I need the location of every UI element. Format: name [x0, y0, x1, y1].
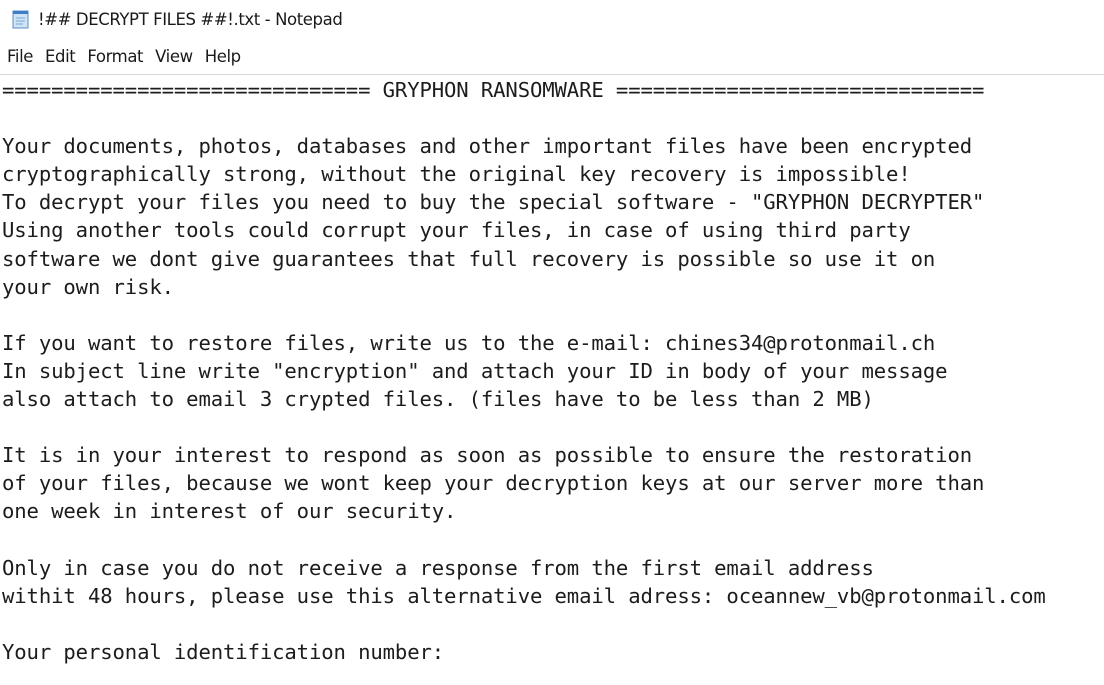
- document-line: It is in your interest to respond as soon as possible to ensure the restoration: [2, 443, 973, 468]
- text-editor-area[interactable]: [0, 74, 1104, 685]
- document-line: Your documents, photos, databases and other important files have been encrypted: [2, 134, 973, 159]
- document-line: of your files, because we wont keep your decryption keys at our server more than: [2, 471, 985, 496]
- document-line: Your personal identification number:: [2, 639, 445, 664]
- menu-format[interactable]: Format: [87, 46, 144, 66]
- window-title: !## DECRYPT FILES ##!.txt - Notepad: [38, 9, 343, 29]
- menu-bar: [0, 38, 1104, 74]
- document-line: your own risk.: [2, 274, 174, 299]
- document-line: cryptographically strong, without the original key recovery is impossible!: [2, 162, 911, 187]
- menu-view[interactable]: View: [155, 46, 193, 66]
- menu-edit[interactable]: Edit: [45, 46, 76, 66]
- document-line: one week in interest of our security.: [2, 499, 457, 524]
- document-text[interactable]: [0, 75, 1104, 666]
- document-line: withit 48 hours, please use this alternative email adress: oceannew_vb@protonmail.com: [2, 583, 1046, 608]
- document-line: To decrypt your files you need to buy the special software - "GRYPHON DECRYPTER": [2, 190, 985, 215]
- title-bar[interactable]: [0, 0, 1104, 38]
- document-line: If you want to restore files, write us to the e-mail: chines34@protonmail.ch: [2, 330, 936, 355]
- document-line: Only in case you do not receive a response from the first email address: [2, 555, 874, 580]
- menu-file[interactable]: File: [7, 46, 34, 66]
- menu-help[interactable]: Help: [204, 46, 241, 66]
- document-line: ============================== GRYPHON RANSOMWARE ==============================: [2, 78, 985, 102]
- document-line: also attach to email 3 crypted files. (files have to be less than 2 MB): [2, 387, 874, 412]
- document-line: Using another tools could corrupt your files, in case of using third party: [2, 218, 911, 243]
- notepad-icon: [12, 9, 30, 29]
- document-line: In subject line write "encryption" and attach your ID in body of your message: [2, 358, 948, 383]
- document-line: software we dont give guarantees that full recovery is possible so use it on: [2, 246, 936, 271]
